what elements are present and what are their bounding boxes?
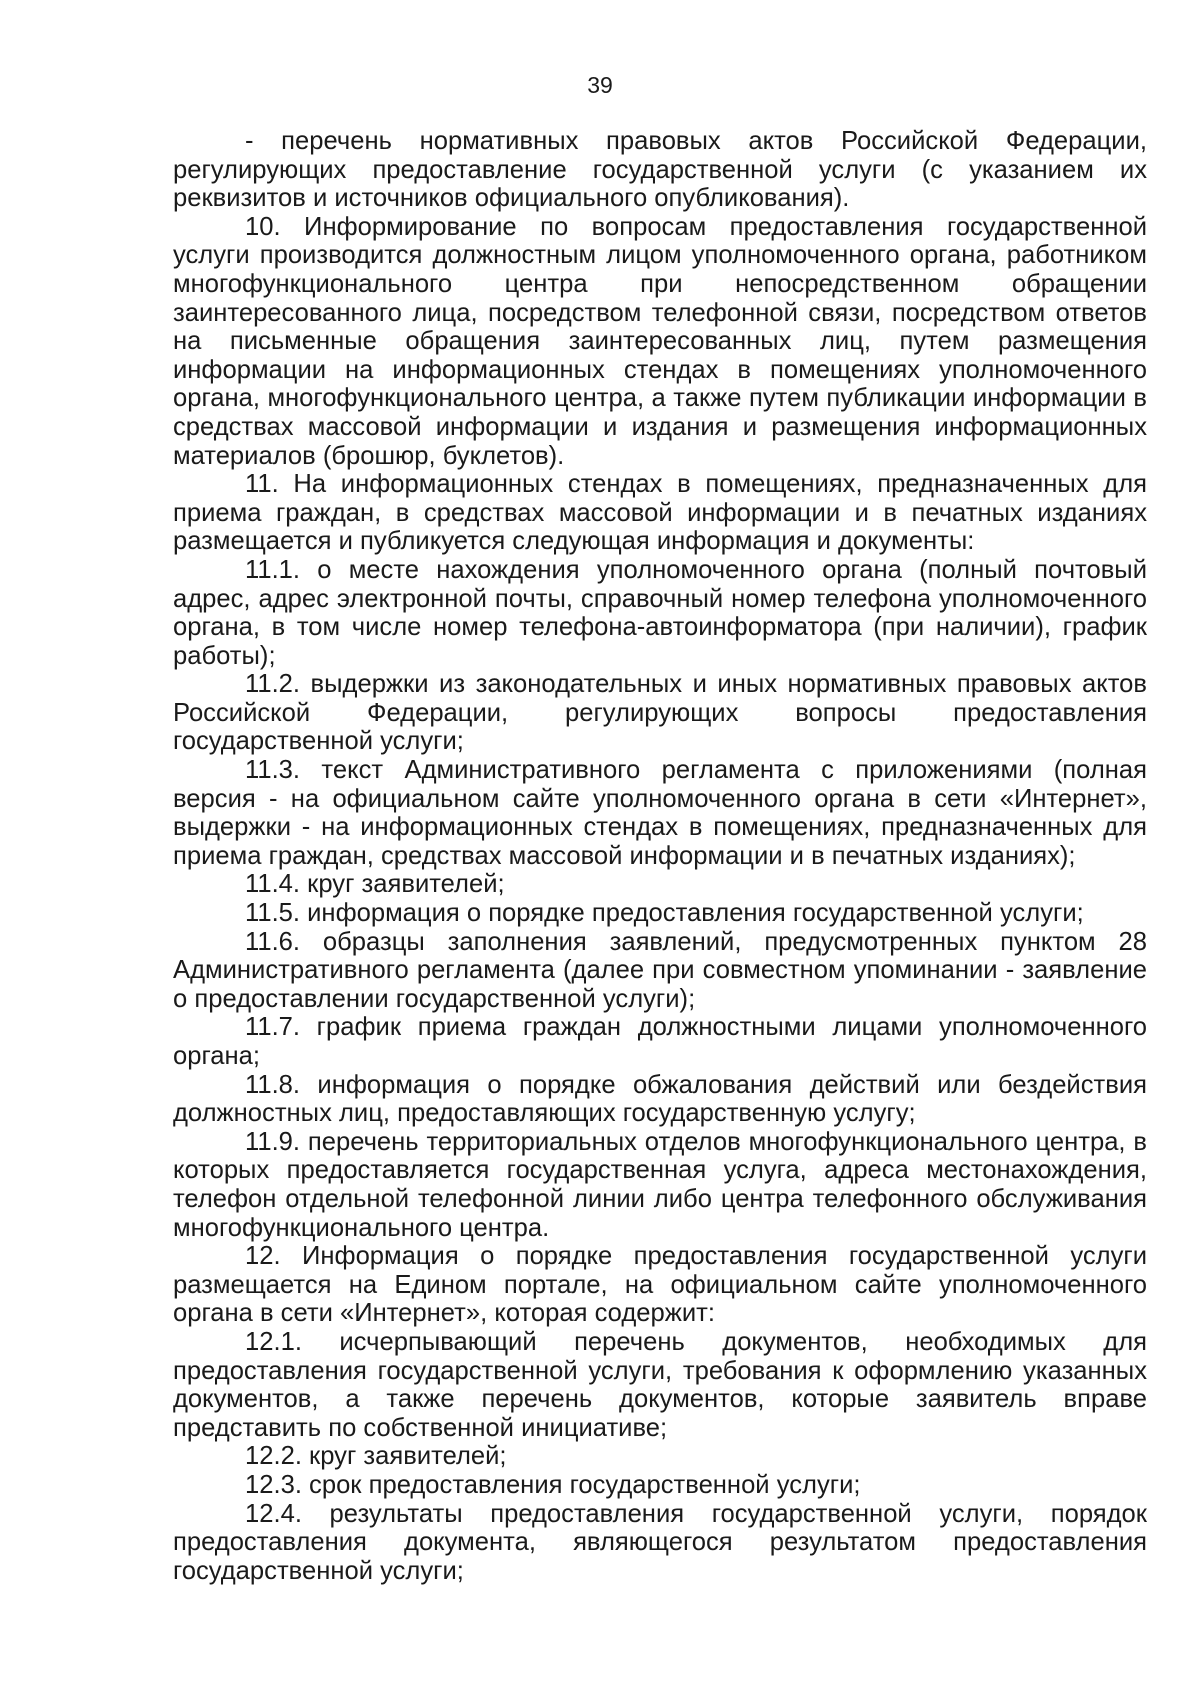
paragraph-12-4: 12.4. результаты предоставления государственной услуги, порядок предоставления документа, являющегося результатом предоставления государственной услуги; [173, 1499, 1147, 1585]
paragraph-11-8: 11.8. информация о порядке обжалования действий или бездействия должностных лиц, предоставляющих государственную услугу; [173, 1070, 1147, 1128]
page-number: 39 [587, 72, 613, 98]
paragraph-11-1: 11.1. о месте нахождения уполномоченного органа (полный почтовый адрес, адрес электронной почты, справочный номер телефона уполномоченного органа, в том числе номер телефона-автоинформатора (при наличии), график работы); [173, 555, 1147, 670]
paragraph-12-2: 12.2. круг заявителей; [245, 1442, 507, 1471]
paragraph-11-7: 11.7. график приема граждан должностными лицами уполномоченного органа; [173, 1013, 1147, 1070]
paragraph-list-item-legal-acts: - перечень нормативных правовых актов Российской Федерации, регулирующих предоставление государственной услуги (с указанием их реквизитов и источников официального опубликования). [173, 127, 1147, 213]
paragraph-12-1: 12.1. исчерпывающий перечень документов, необходимых для предоставления государственной услуги, требования к оформлению указанных документов, а также перечень документов, которые заявитель вправе представить по собственной инициативе; [173, 1327, 1147, 1442]
paragraph-11-4: 11.4. круг заявителей; [245, 870, 505, 899]
paragraph-11-3: 11.3. текст Административного регламента с приложениями (полная версия - на официальном сайте уполномоченного органа в сети «Интернет», выдержки - на информационных стендах в помещениях, предназначенных для приема граждан, средствах массовой информации и в печатных изданиях); [173, 756, 1147, 870]
paragraph-12-3: 12.3. срок предоставления государственной услуги; [245, 1470, 861, 1499]
paragraph-11-5: 11.5. информация о порядке предоставления государственной услуги; [245, 899, 1084, 928]
paragraph-11-2: 11.2. выдержки из законодательных и иных нормативных правовых актов Российской Федерации, регулирующих вопросы предоставления государственной услуги; [173, 670, 1147, 756]
paragraph-10: 10. Информирование по вопросам предоставления государственной услуги производится должностным лицом уполномоченного органа, работником многофункционального центра при непосредственном обращении заинтересованного лица, посредством телефонной связи, посредством ответов на письменные обращения заинтересованных лиц, путем размещения информации на информационных стендах в помещениях уполномоченного органа, многофункционального центра, а также путем публикации информации в средствах массовой информации и издания и размещения информационных материалов (брошюр, буклетов). [173, 212, 1147, 470]
paragraph-11: 11. На информационных стендах в помещениях, предназначенных для приема граждан, в средствах массовой информации и в печатных изданиях размещается и публикуется следующая информация и документы: [173, 470, 1147, 556]
paragraph-11-9: 11.9. перечень территориальных отделов многофункционального центра, в которых предоставляется государственная услуга, адреса местонахождения, телефон отдельной телефонной линии либо центра телефонного обслуживания многофункционального центра. [173, 1127, 1147, 1242]
paragraph-11-6: 11.6. образцы заполнения заявлений, предусмотренных пунктом 28 Административного регламента (далее при совместном упоминании - заявление о предоставлении государственной услуги); [173, 927, 1147, 1013]
document-body [173, 127, 1147, 1585]
paragraph-12: 12. Информация о порядке предоставления государственной услуги размещается на Едином портале, на официальном сайте уполномоченного органа в сети «Интернет», которая содержит: [173, 1242, 1147, 1328]
